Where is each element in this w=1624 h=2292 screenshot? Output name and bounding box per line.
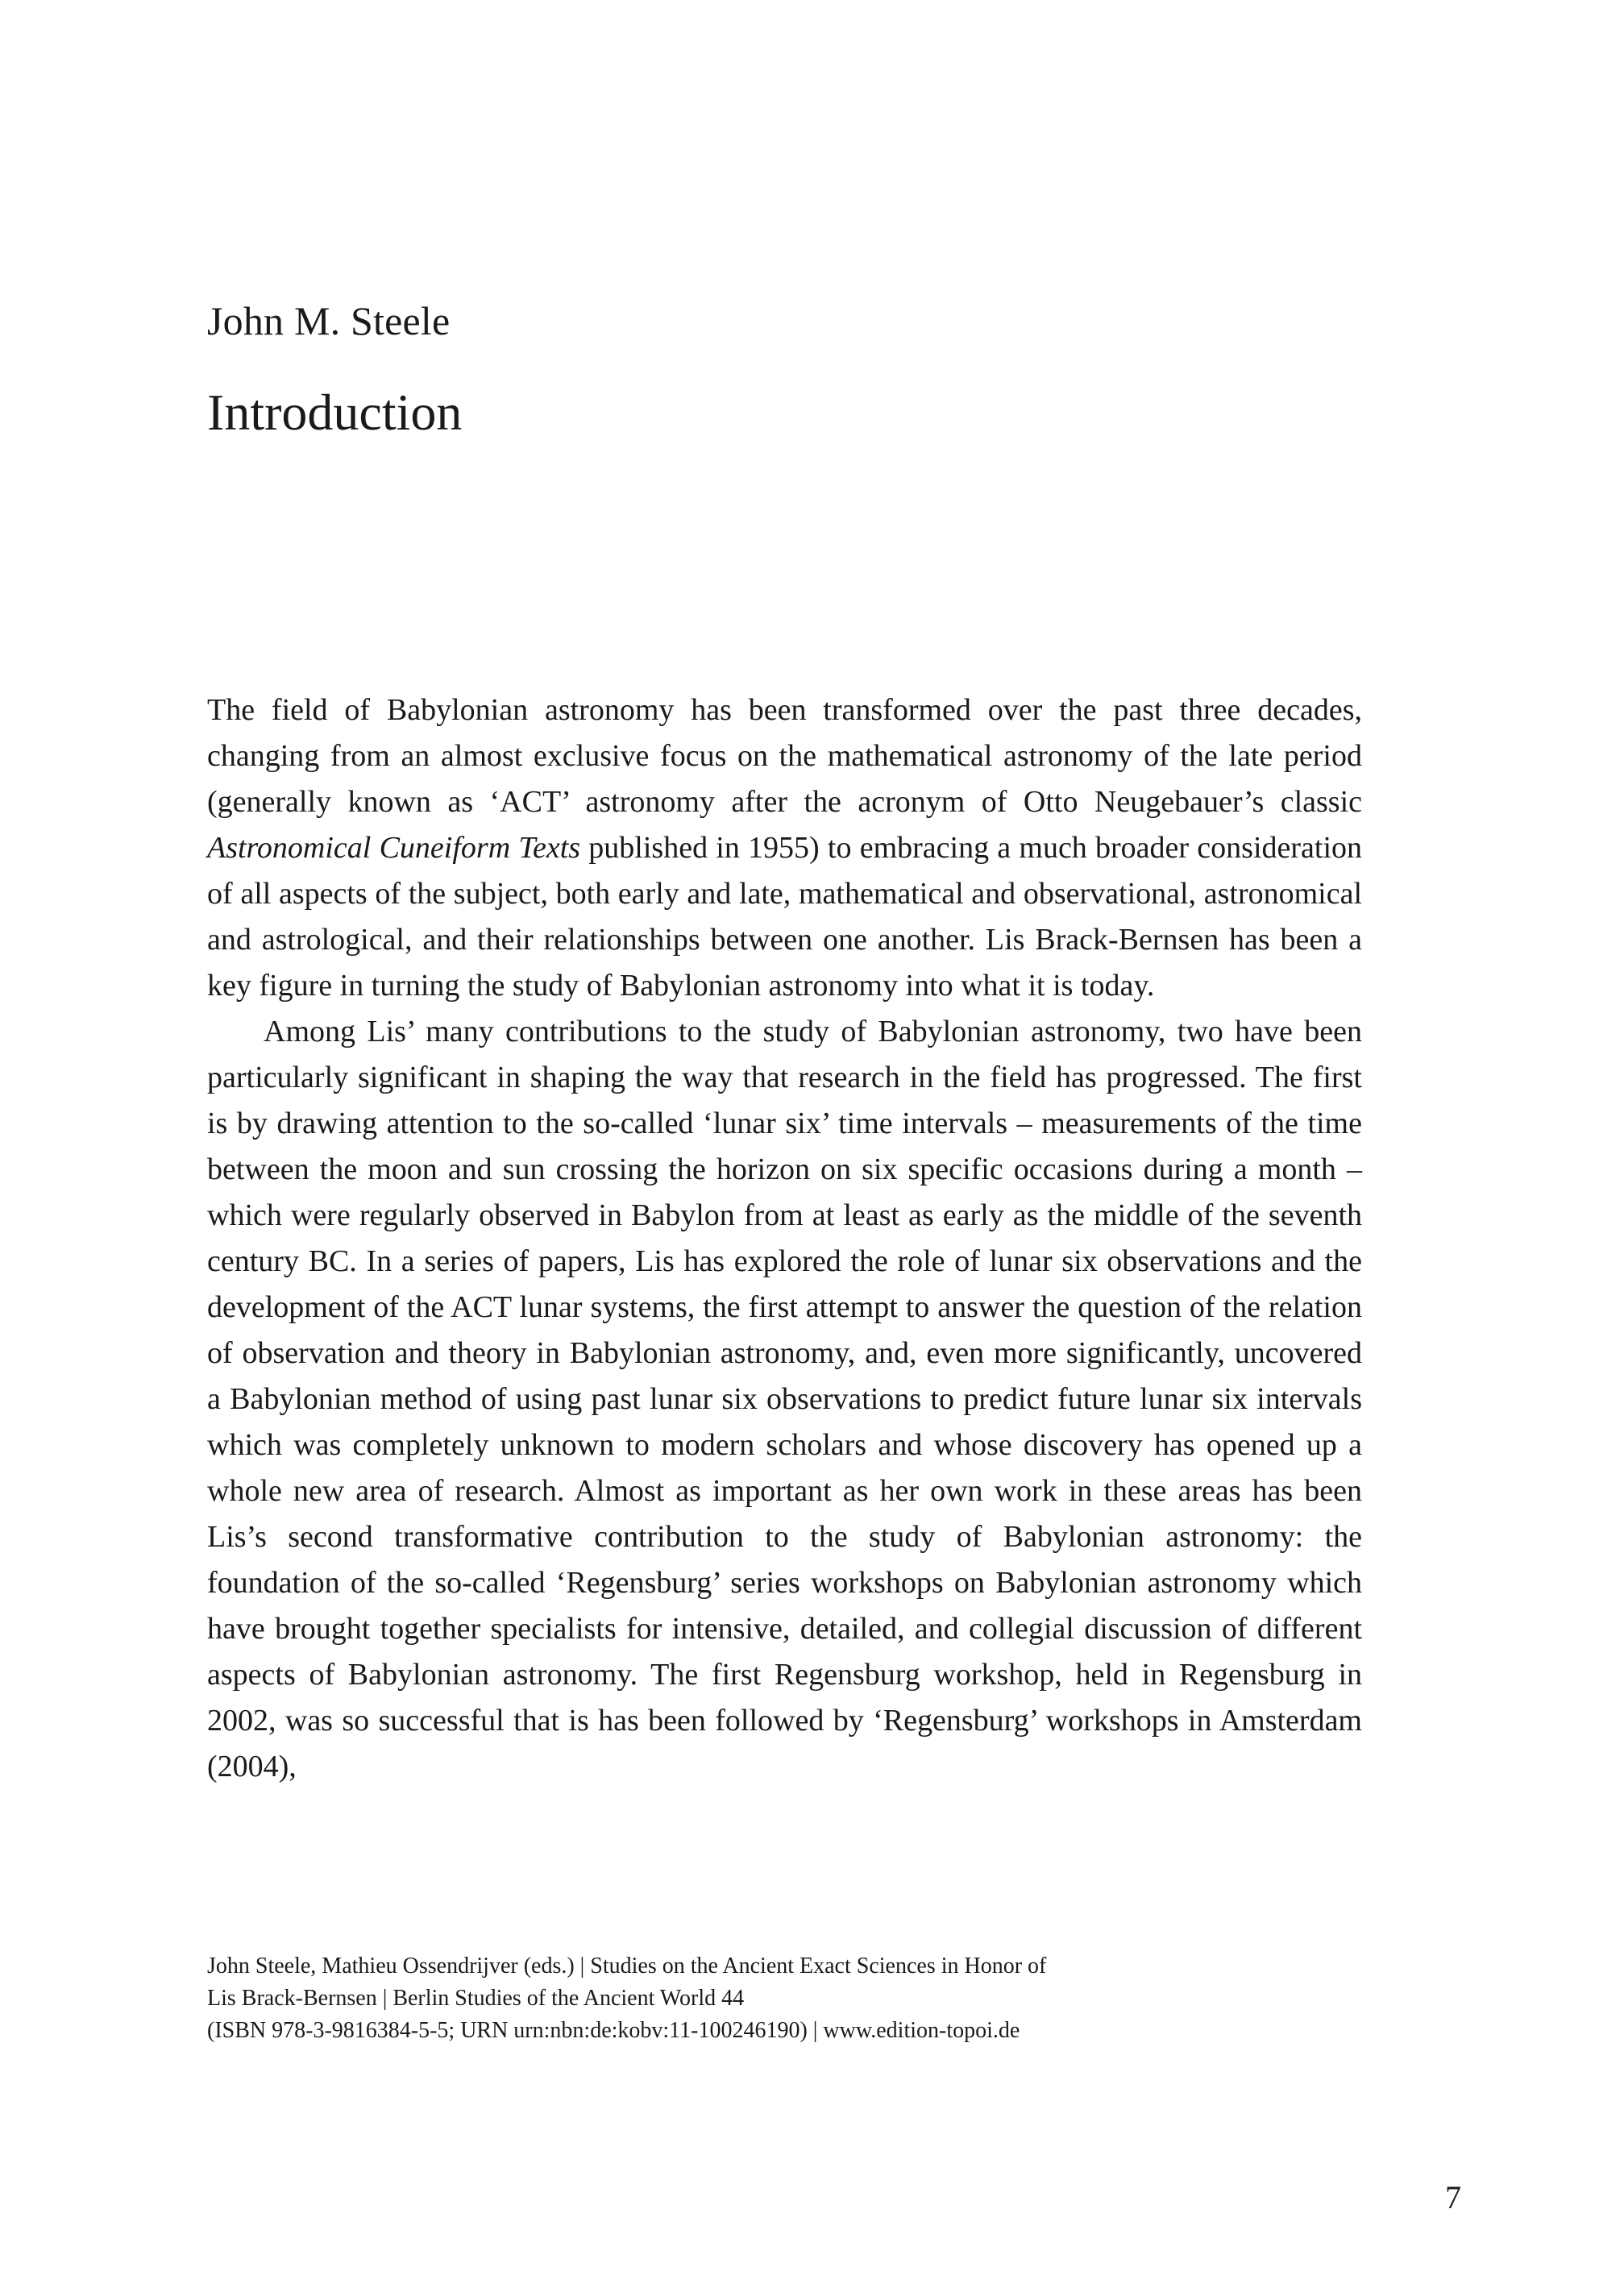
paragraph-1-text-end: published in 1955) to embracing a much broader consideration of all aspects of the subject, both early and late, mathematical and observational, astronomical and astrological, and their relationships between one another. Lis Brack-Bernsen has been a key figure in turning the study of Babylonian astronomy into what it is today. [207,831,1362,1003]
citation-line-2: Lis Brack-Bernsen | Berlin Studies of the Ancient World 44 [207,1986,745,2011]
body-paragraph-2: Among Lis’ many contributions to the study of Babylonian astronomy, two have been particularly significant in shaping the way that research in the field has progressed. The first is by drawing attention to the so-called ‘lunar six’ time intervals – measurements of the time between the moon and sun crossing the horizon on six specific occasions during a month – which were regularly observed in Babylon from at least as early as the middle of the seventh century BC. In a series of papers, Lis has explored the role of lunar six observations and the development of the ACT lunar systems, the first attempt to answer the question of the relation of observation and theory in Babylonian astronomy, and, even more significantly, uncovered a Babylonian method of using past lunar six observations to predict future lunar six intervals which was completely unknown to modern scholars and whose discovery has opened up a whole new area of research. Almost as important as her own work in these areas has been Lis’s second transformative contribution to the study of Babylonian astronomy: the foundation of the so-called ‘Regensburg’ series workshops on Babylonian astronomy which have brought together specialists for intensive, detailed, and collegial discussion of different aspects of Babylonian astronomy. The first Regensburg workshop, held in Regensburg in 2002, was so successful that is has been followed by ‘Regensburg’ workshops in Amsterdam (2004), [207,1015,1362,1783]
chapter-body [207,687,1362,1790]
body-paragraph-1 [207,687,1362,1009]
chapter-author: John M. Steele [207,298,451,343]
citation-line-1: John Steele, Mathieu Ossendrijver (eds.) | Studies on the Ancient Exact Sciences in Honor of [207,1954,1047,1979]
citation-footer [207,1950,1416,2047]
chapter-title: Introduction [207,384,463,441]
page-number: 7 [1445,2179,1461,2215]
citation-line-3: (ISBN 978-3-9816384-5-5; URN urn:nbn:de:kobv:11-100246190) | www.edition-topoi.de [207,2018,1020,2043]
paragraph-1-text-start: The field of Babylonian astronomy has been transformed over the past three decades, changing from an almost exclusive focus on the mathematical astronomy of the late period (generally known as ‘ACT’ astronomy after the acronym of Otto Neugebauer’s classic [207,693,1362,819]
book-title-italic: Astronomical Cuneiform Texts [207,831,581,865]
